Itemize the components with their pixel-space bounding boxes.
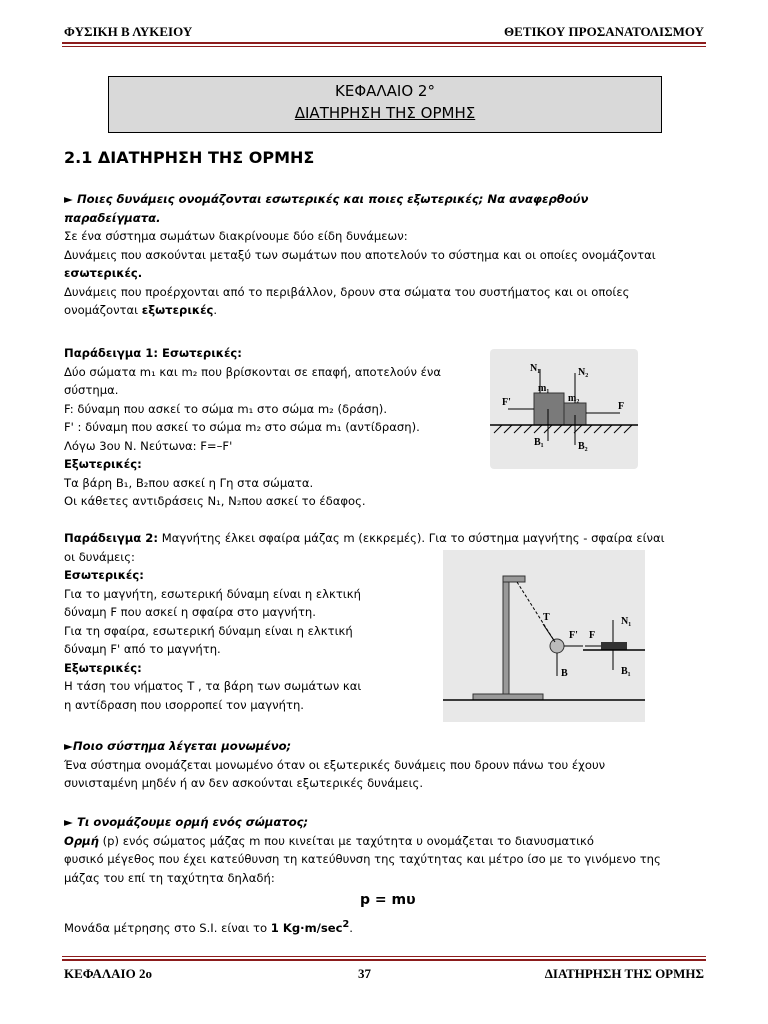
question-1: ► Ποιες δυνάμεις ονομάζονται εσωτερικές και ποιες εξωτερικές; Να αναφερθούν	[64, 192, 589, 206]
ex2-external-heading: Εξωτερικές:	[64, 660, 142, 675]
question-1-cont: παραδείγματα.	[64, 210, 161, 225]
question-2: ►Ποιο σύστημα λέγεται μονωμένο;	[64, 739, 292, 753]
chapter-title: ΔΙΑΤΗΡΗΣΗ ΤΗΣ ΟΡΜΗΣ	[294, 104, 476, 122]
q2-line: συνισταμένη μηδέν ή αν δεν ασκούνται εξωτερικές δυνάμεις.	[64, 776, 424, 790]
ex2-internal-heading: Εσωτερικές:	[64, 568, 144, 582]
header-divider	[62, 42, 706, 44]
label-t: T	[543, 612, 550, 623]
chapter-number: ΚΕΦΑΛΑΙΟ 2°	[335, 82, 435, 100]
ex1-line: F' : δύναμη που ασκεί το σώμα m₂ στο σώμα m₁ (αντίδραση).	[64, 420, 420, 434]
ex1-line: σύστημα.	[64, 383, 119, 397]
q1-para-1: Σε ένα σύστημα σωμάτων διακρίνουμε δύο είδη δυνάμεων:	[64, 229, 408, 243]
momentum-term: Ορμή	[64, 833, 99, 848]
footer-right: ΔΙΑΤΗΡΗΣΗ ΤΗΣ ΟΡΜΗΣ	[544, 966, 704, 981]
example-1-title: Παράδειγμα 1: Εσωτερικές:	[64, 346, 242, 360]
label-b2: B₂	[578, 441, 588, 452]
momentum-formula: p = mυ	[360, 892, 416, 908]
ex2-line: Μαγνήτης έλκει σφαίρα μάζας m (εκκρεμές). Για το σύστημα μαγνήτης - σφαίρα είναι	[158, 531, 665, 545]
question-internal-external: ► Ποιες δυνάμεις ονομάζονται εσωτερικές και ποιες εξωτερικές; Να αναφερθούν παραδείγματα. Σε ένα σύστημα σωμάτων διακρίνουμε δύο είδη δυνάμεων: Δυνάμεις που ασκούνται μεταξύ των σωμάτων που αποτελούν το σύστημα και οι οποίες ονομάζονται εσωτερικές. Δυνάμεις που προέρχονται από το περιβάλλον, δρουν στα σώματα του συστήματος και οι οποίες ονομάζονται εξωτερικές.	[64, 190, 704, 320]
chapter-title-box	[108, 76, 662, 133]
q1-para-2: Δυνάμεις που ασκούνται μεταξύ των σωμάτων που αποτελούν το σύστημα και οι οποίες ονομάζονται	[64, 247, 656, 262]
question-momentum	[64, 813, 704, 887]
question-isolated-system	[64, 737, 704, 793]
unit-value: 1 Kg·m/sec	[270, 920, 343, 935]
footer-divider-thin	[62, 956, 706, 957]
q1-para-3: Δυνάμεις που προέρχονται από το περιβάλλον, δρουν στα σώματα του συστήματος και οι οποίες	[64, 284, 630, 299]
header-right: ΘΕΤΙΚΟΥ ΠΡΟΣΑΝΑΤΟΛΙΣΜΟΥ	[504, 24, 704, 39]
ex1-line: Οι κάθετες αντιδράσεις Ν₁, Ν₂που ασκεί το έδαφος.	[64, 494, 366, 508]
label-n1: N₁	[621, 616, 632, 627]
page-number: 37	[358, 966, 371, 981]
label-m2: m₂	[568, 393, 580, 404]
momentum-unit: Μονάδα μέτρησης στο S.I. είναι το 1 $Kg\cdot m/\sec^2$.	[64, 919, 353, 935]
ex1-line: F: δύναμη που ασκεί το σώμα m₁ στο σώμα m₂ (δράση).	[64, 401, 388, 416]
label-b: B	[561, 668, 568, 679]
label-fprime: F'	[502, 397, 511, 408]
label-b1: B₁	[534, 437, 544, 448]
example-2-title: Παράδειγμα 2:	[64, 531, 159, 545]
ex2-line: Για τη σφαίρα, εσωτερική δύναμη είναι η ελκτική	[64, 623, 353, 638]
label-m1: m₁	[538, 383, 550, 394]
ex2-line: Η τάση του νήματος Τ , τα βάρη των σωμάτων και	[64, 679, 362, 693]
label-fprime: F'	[569, 630, 578, 641]
label-n2: N₂	[578, 367, 589, 378]
label-b1: B₁	[621, 666, 631, 677]
q1-term-external: εξωτερικές	[141, 303, 214, 317]
ex2-line: η αντίδραση που ισορροπεί τον μαγνήτη.	[64, 697, 304, 712]
ex2-line: Για το μαγνήτη, εσωτερική δύναμη είναι η ελκτική	[64, 586, 361, 601]
ex2-line: οι δυνάμεις:	[64, 549, 135, 564]
label-f: F	[618, 401, 625, 412]
unit-text: Μονάδα μέτρησης στο S.I. είναι το	[64, 920, 271, 935]
q2-line: Ένα σύστημα ονομάζεται μονωμένο όταν οι εξωτερικές δυνάμεις που δρουν πάνω του έχουν	[64, 757, 606, 772]
label-f: F	[589, 630, 596, 641]
footer-left: ΚΕΦΑΛΑΙΟ 2ο	[64, 966, 152, 981]
ex1-line: Λόγω 3ου Ν. Νεύτωνα: F=–F'	[64, 438, 233, 453]
header-divider-thin	[62, 46, 706, 47]
header-left: ΦΥΣΙΚΗ Β ΛΥΚΕΙΟΥ	[64, 24, 193, 39]
q1-para-3b: ονομάζονται	[64, 303, 142, 317]
ex2-line: δύναμη F που ασκεί η σφαίρα στο μαγνήτη.	[64, 605, 316, 619]
figure-two-blocks	[490, 349, 638, 469]
label-n1: N₁	[530, 363, 541, 374]
q3-line: (p) ενός σώματος μάζας m που κινείται με ταχύτητα υ ονομάζεται το διανυσματικό	[98, 833, 594, 848]
ex1-line: Τα βάρη Β₁, Β₂που ασκεί η Γη στα σώματα.	[64, 475, 314, 490]
question-3: ► Τι ονομάζουμε ορμή ενός σώματος;	[64, 815, 309, 829]
section-title: 2.1 ΔΙΑΤΗΡΗΣΗ ΤΗΣ ΟΡΜΗΣ	[64, 148, 315, 167]
q1-term-internal: εσωτερικές.	[64, 266, 143, 280]
ex1-external-heading: Εξωτερικές:	[64, 457, 142, 471]
q3-line: φυσικό μέγεθος που έχει κατεύθυνση τη κατεύθυνση της ταχύτητας και μέτρο ίσο με το γινόμενο της	[64, 852, 661, 866]
example-1	[64, 344, 484, 511]
q3-line: μάζας του επί τη ταχύτητα δηλαδή:	[64, 870, 275, 885]
ex1-line: Δύο σώματα m₁ και m₂ που βρίσκονται σε επαφή, αποτελούν ένα	[64, 364, 441, 379]
figure-pendulum-magnet	[443, 550, 645, 722]
footer-divider	[62, 959, 706, 961]
ex2-line: δύναμη F' από το μαγνήτη.	[64, 642, 221, 656]
